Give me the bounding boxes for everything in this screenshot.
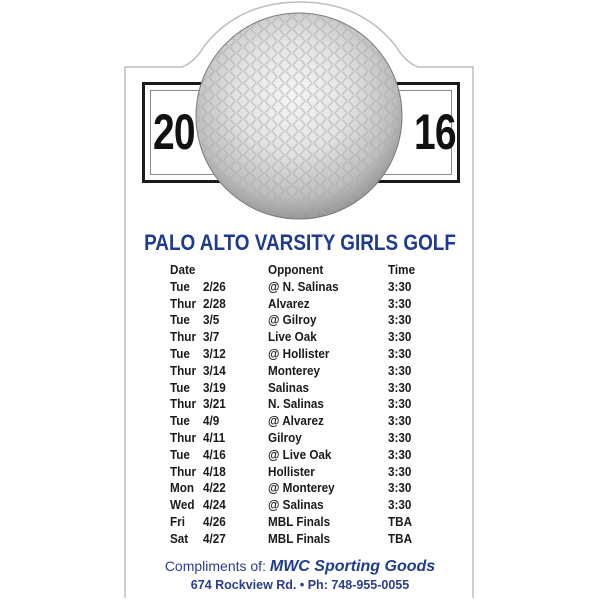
day: Fri xyxy=(170,513,185,529)
day: Tue xyxy=(170,345,190,361)
table-row xyxy=(170,514,440,531)
time: 3:30 xyxy=(388,379,412,395)
table-row xyxy=(170,430,440,447)
table-row xyxy=(170,531,440,548)
date: 4/9 xyxy=(203,413,220,429)
opponent: Monterey xyxy=(268,362,321,378)
date: 4/18 xyxy=(203,463,226,479)
day: Mon xyxy=(170,480,195,496)
opponent: @ Hollister xyxy=(268,345,330,361)
time: 3:30 xyxy=(388,345,412,361)
sponsor-name: MWC Sporting Goods xyxy=(269,558,436,575)
date: 3/7 xyxy=(203,329,220,345)
date: 3/5 xyxy=(203,312,220,328)
day: Tue xyxy=(170,312,190,328)
opponent: @ N. Salinas xyxy=(268,278,339,294)
time: 3:30 xyxy=(388,463,412,479)
sponsor-line xyxy=(0,557,600,576)
opponent: @ Monterey xyxy=(268,480,335,496)
table-row xyxy=(170,279,440,296)
time: 3:30 xyxy=(388,446,412,462)
year-right: 16 xyxy=(414,104,456,160)
table-row xyxy=(170,413,440,430)
date: 3/21 xyxy=(203,396,226,412)
header-date: Date xyxy=(170,262,196,277)
day: Thur xyxy=(170,396,197,412)
date: 3/12 xyxy=(203,345,226,361)
day: Tue xyxy=(170,379,190,395)
opponent: Salinas xyxy=(268,379,309,395)
date: 2/26 xyxy=(203,278,226,294)
date: 4/24 xyxy=(203,497,226,513)
day: Thur xyxy=(170,463,197,479)
compliments-label: Compliments of: xyxy=(164,558,266,574)
day: Sat xyxy=(170,530,189,546)
opponent: Live Oak xyxy=(268,329,317,345)
day: Thur xyxy=(170,362,197,378)
header-time: Time xyxy=(388,262,416,277)
table-row xyxy=(170,312,440,329)
opponent: @ Alvarez xyxy=(268,413,324,429)
time: 3:30 xyxy=(388,278,412,294)
day: Tue xyxy=(170,446,190,462)
opponent: Alvarez xyxy=(268,295,310,311)
time: 3:30 xyxy=(388,312,412,328)
time: 3:30 xyxy=(388,295,412,311)
time: 3:30 xyxy=(388,429,412,445)
date: 4/27 xyxy=(203,530,226,546)
time: 3:30 xyxy=(388,329,412,345)
date: 3/19 xyxy=(203,379,226,395)
table-row xyxy=(170,396,440,413)
time: 3:30 xyxy=(388,480,412,496)
table-row xyxy=(170,480,440,497)
day: Thur xyxy=(170,329,197,345)
table-row xyxy=(170,329,440,346)
opponent: MBL Finals xyxy=(268,530,331,546)
date: 3/14 xyxy=(203,362,226,378)
date: 4/16 xyxy=(203,446,226,462)
table-row xyxy=(170,363,440,380)
day: Thur xyxy=(170,295,197,311)
team-title: PALO ALTO VARSITY GIRLS GOLF xyxy=(144,230,456,255)
opponent: N. Salinas xyxy=(268,396,324,412)
opponent: MBL Finals xyxy=(268,513,331,529)
time: 3:30 xyxy=(388,413,412,429)
time: 3:30 xyxy=(388,497,412,513)
schedule-header xyxy=(170,262,440,279)
day: Tue xyxy=(170,278,190,294)
table-row xyxy=(170,464,440,481)
golf-ball-icon xyxy=(194,11,404,221)
date: 4/11 xyxy=(203,429,226,445)
opponent: Hollister xyxy=(268,463,315,479)
year-left: 20 xyxy=(153,104,195,160)
date: 4/22 xyxy=(203,480,226,496)
table-row xyxy=(170,296,440,313)
date: 4/26 xyxy=(203,513,226,529)
day: Tue xyxy=(170,413,190,429)
time: TBA xyxy=(388,513,413,529)
time: TBA xyxy=(388,530,413,546)
opponent: @ Salinas xyxy=(268,497,324,513)
schedule-table xyxy=(170,262,440,548)
opponent: @ Live Oak xyxy=(268,446,332,462)
date: 2/28 xyxy=(203,295,226,311)
opponent: Gilroy xyxy=(268,429,302,445)
time: 3:30 xyxy=(388,396,412,412)
table-row xyxy=(170,380,440,397)
table-row xyxy=(170,346,440,363)
sponsor-address: 674 Rockview Rd. • Ph: 748-955-0055 xyxy=(190,578,410,592)
opponent: @ Gilroy xyxy=(268,312,317,328)
day: Thur xyxy=(170,429,197,445)
table-row xyxy=(170,497,440,514)
header-opponent: Opponent xyxy=(268,262,324,277)
day: Wed xyxy=(170,497,195,513)
table-row xyxy=(170,447,440,464)
time: 3:30 xyxy=(388,362,412,378)
